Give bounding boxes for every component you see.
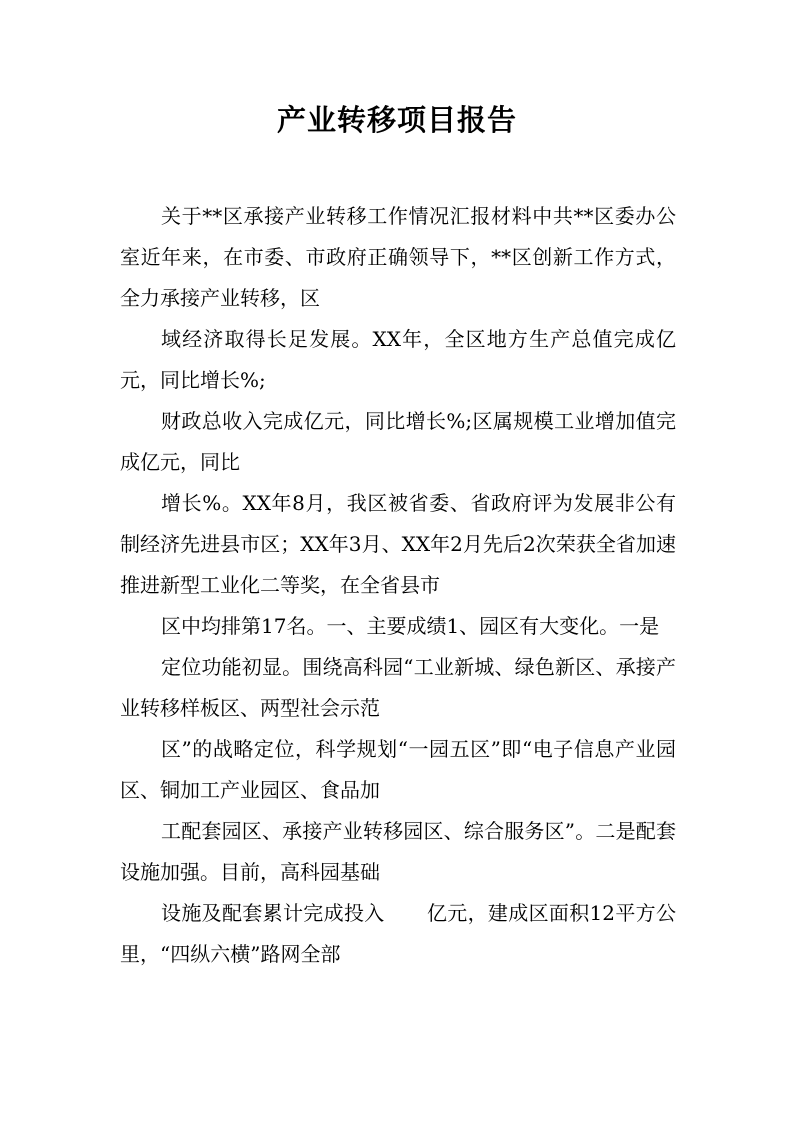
paragraph-1: 关于**区承接产业转移工作情况汇报材料中共**区委办公室近年来，在市委、市政府正确领导下，**区创新工作方式，全力承接产业转移，区 xyxy=(120,204,676,310)
paragraph-8: 工配套园区、承接产业转移园区、综合服务区”。二是配套设施加强。目前，高科园基础 xyxy=(120,819,676,884)
paragraph-5: 区中均排第17名。一、主要成绩1、园区有大变化。一是 xyxy=(161,614,660,638)
paragraph-2: 域经济取得长足发展。XX年，全区地方生产总值完成亿元，同比增长%; xyxy=(120,327,676,392)
paragraph-9-start: 设施及配套累计完成投入 xyxy=(161,901,385,925)
paragraph-4: 增长%。XX年8月，我区被省委、省政府评为发展非公有制经济先进县市区；XX年3月、XX年2月先后2次荣获全省加速推进新型工业化二等奖，在全省县市 xyxy=(120,491,676,597)
document-title: 产业转移项目报告 xyxy=(276,103,517,137)
paragraph-3: 财政总收入完成亿元，同比增长%;区属规模工业增加值完成亿元，同比 xyxy=(120,409,676,474)
paragraph-9-end: 亿元，建成区面积12平方公里，“四纵六横”路网全部 xyxy=(120,901,676,966)
paragraph-6: 定位功能初显。围绕高科园“工业新城、绿色新区、承接产业转移样板区、两型社会示范 xyxy=(120,655,676,720)
document-body xyxy=(120,196,676,975)
paragraph-7: 区”的战略定位，科学规划“一园五区”即“电子信息产业园区、铜加工产业园区、食品加 xyxy=(120,737,676,802)
paragraph-9 xyxy=(120,893,676,975)
